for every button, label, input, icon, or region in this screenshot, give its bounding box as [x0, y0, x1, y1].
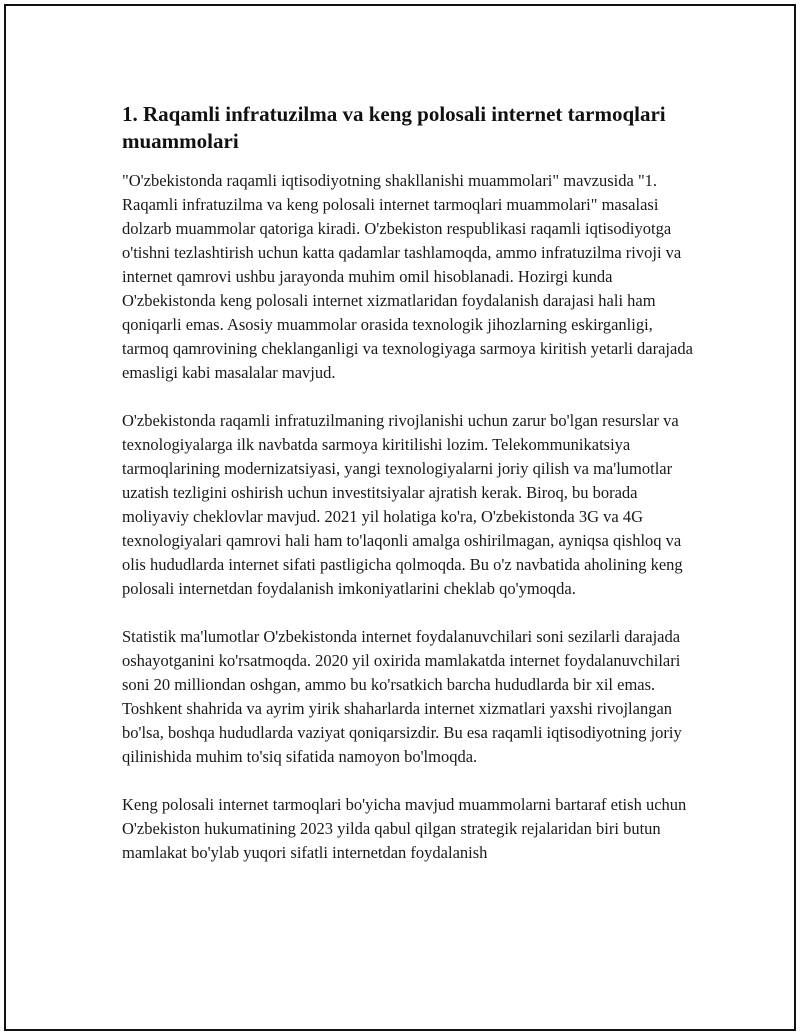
paragraph-4: Keng polosali internet tarmoqlari bo'yicha mavjud muammolarni bartaraf etish uchun O'zbekiston hukumatining 2023 yilda qabul qilgan strategik rejalaridan biri butun mamlakat bo'ylab yuqori sifatli internetdan foydalanish: [122, 795, 687, 862]
paragraph-3: Statistik ma'lumotlar O'zbekistonda internet foydalanuvchilari soni sezilarli darajada oshayotganini ko'rsatmoqda. 2020 yil oxirida mamlakatda internet foydalanuvchilari soni 20 milliondan oshgan, ammo bu ko'rsatkich barcha hududlarda bir xil emas. Toshkent shahrida va ayrim yirik shaharlarda internet xizmatlari yaxshi rivojlangan bo'lsa, boshqa hududlarda vaziyat qoniqarsizdir. Bu esa raqamli iqtisodiyotning joriy qilinishida muhim to'siq sifatida namoyon bo'lmoqda.: [122, 627, 682, 766]
page-frame: [4, 4, 796, 1031]
paragraph-1: "O'zbekistonda raqamli iqtisodiyotning shakllanishi muammolari" mavzusida "1. Raqamli infratuzilma va keng polosali internet tarmoqlari muammolari" masalasi dolzarb muammolar qatoriga kiradi. O'zbekiston respublikasi raqamli iqtisodiyotga o'tishni tezlashtirish uchun katta qadamlar tashlamoqda, ammo infratuzilma rivoji va internet qamrovi ushbu jarayonda muhim omil hisoblanadi. Hozirgi kunda O'zbekistonda keng polosali internet xizmatlaridan foydalanish darajasi hali ham qoniqarli emas. Asosiy muammolar orasida texnologik jihozlarning eskirganligi, tarmoq qamrovining cheklanganligi va texnologiyaga sarmoya kiritish yetarli darajada emasligi kabi masalalar mavjud.: [122, 171, 693, 382]
document-body: [122, 101, 697, 889]
paragraph-2: O'zbekistonda raqamli infratuzilmaning rivojlanishi uchun zarur bo'lgan resurslar va texnologiyalarga ilk navbatda sarmoya kiritilishi lozim. Telekommunikatsiya tarmoqlarining modernizatsiyasi, yangi texnologiyalarni joriy qilish va ma'lumotlar uzatish tezligini oshirish uchun investitsiyalar ajratish kerak. Biroq, bu borada moliyaviy cheklovlar mavjud. 2021 yil holatiga ko'ra, O'zbekistonda 3G va 4G texnologiyalari qamrovi hali ham to'laqonli amalga oshirilmagan, ayniqsa qishloq va olis hududlarda internet sifati pastligicha qolmoqda. Bu o'z navbatida aholining keng polosali internetdan foydalanish imkoniyatlarini cheklab qo'ymoqda.: [122, 411, 683, 598]
section-heading: 1. Raqamli infratuzilma va keng polosali internet tarmoqlari muammolari: [122, 102, 666, 153]
